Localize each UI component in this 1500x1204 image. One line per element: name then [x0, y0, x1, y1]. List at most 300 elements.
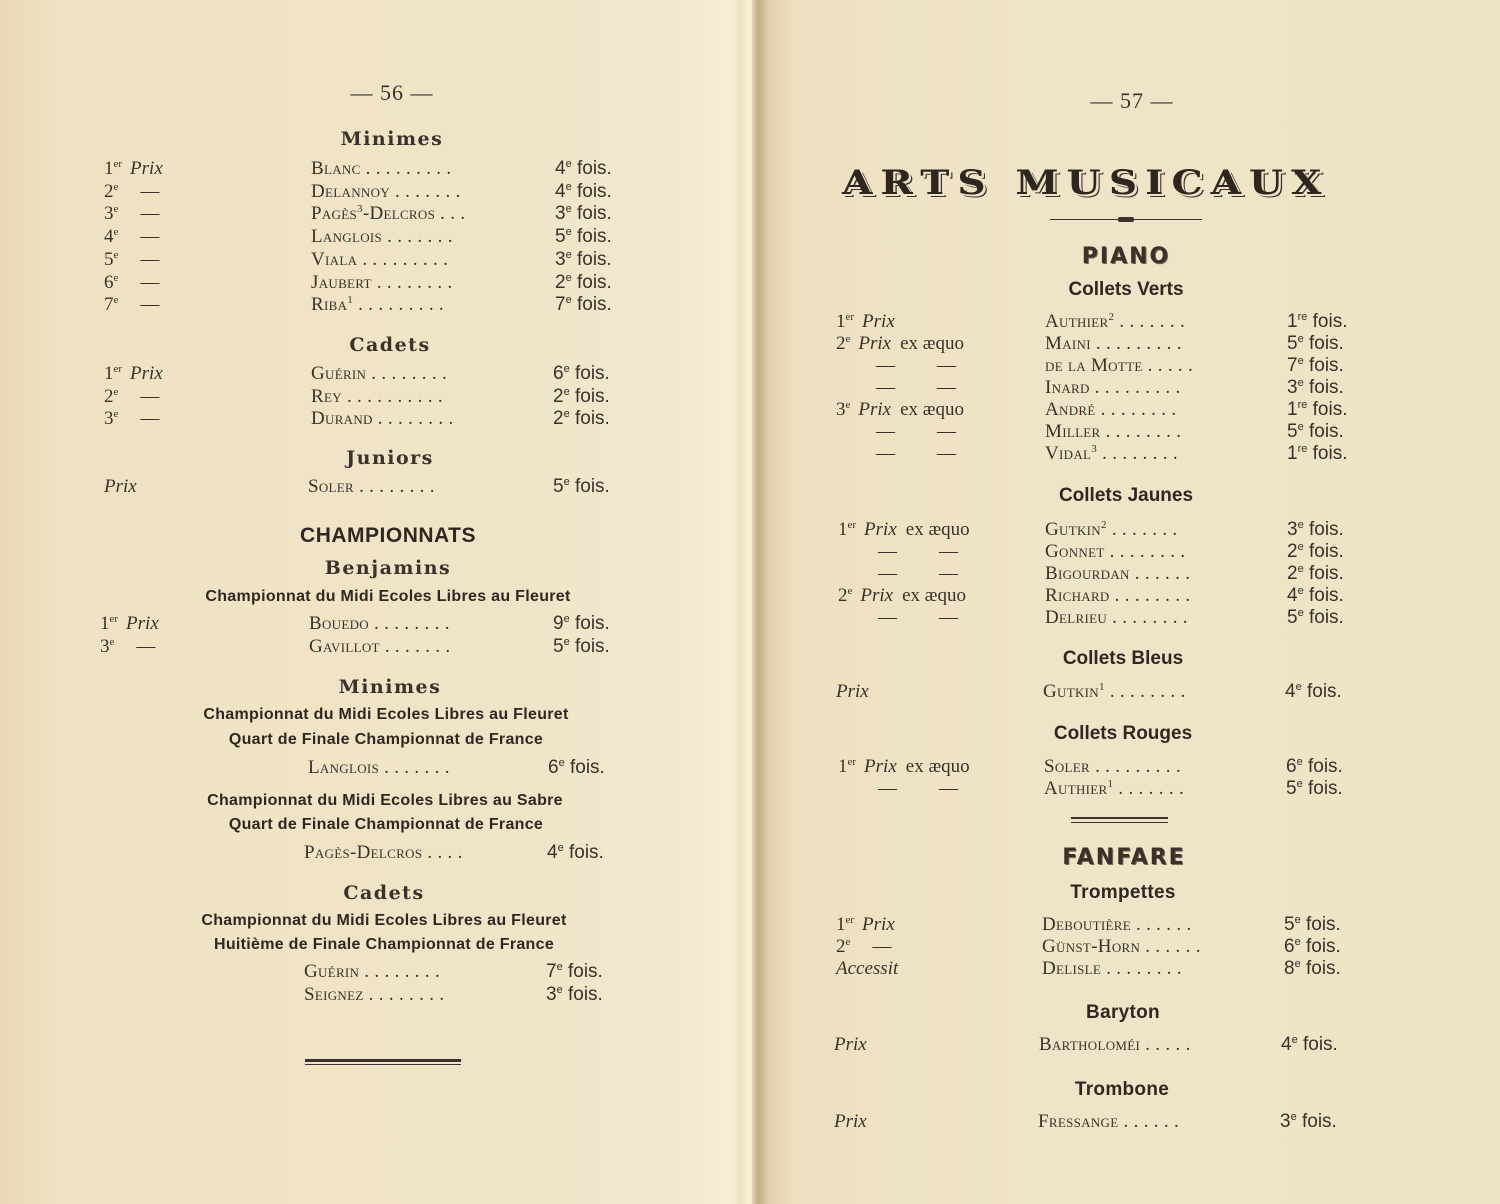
fois-label: fois.	[1302, 778, 1343, 799]
leader-dots: . . . . . . . . .	[1090, 333, 1182, 354]
times-count	[547, 842, 604, 864]
laureate-name	[304, 961, 440, 983]
prize-label: —	[140, 203, 160, 225]
subsection-heading-collets-jaunes: Collets Jaunes	[1058, 485, 1194, 506]
ex-aequo-label: —	[937, 377, 956, 398]
result-row	[838, 519, 1398, 541]
times-count	[555, 272, 612, 294]
name-text: Vidal	[1045, 443, 1092, 464]
rank-ordinal: e	[845, 936, 851, 948]
prize-label: Prix	[836, 681, 869, 702]
leader-dots: . . . . . . . . .	[1090, 756, 1181, 777]
leader-dots: . . . . . . . .	[372, 408, 454, 429]
rank-number: 1	[104, 363, 114, 384]
result-row	[836, 399, 1396, 421]
times-count	[1287, 443, 1347, 465]
count-ordinal: e	[1297, 607, 1304, 619]
result-row	[104, 757, 634, 779]
result-row	[104, 294, 634, 316]
times-count	[553, 408, 610, 430]
prize-label: —	[872, 936, 892, 957]
name-text: Jaubert	[311, 271, 372, 293]
fois-label: fois.	[571, 158, 612, 179]
prize-rank	[104, 363, 163, 385]
fois-label: fois.	[1303, 563, 1344, 584]
times-count	[1286, 778, 1343, 800]
prize-rank	[836, 936, 891, 958]
count-ordinal: e	[1291, 1034, 1298, 1046]
count-ordinal: e	[1294, 958, 1301, 970]
leader-dots: . . . . . . . .	[371, 271, 453, 293]
result-row	[104, 842, 634, 864]
divider-rule	[1071, 817, 1168, 819]
leader-dots: . . . . . .	[1130, 914, 1192, 935]
laureate-name	[311, 226, 453, 248]
laureate-name	[1038, 1111, 1179, 1133]
leader-dots: . . . . . . . .	[1104, 681, 1186, 702]
name-text: Guérin	[311, 363, 367, 384]
leader-dots: . . . . . . . .	[1100, 421, 1182, 442]
name-text: Delannoy	[311, 180, 390, 202]
leader-dots: . . . . . . .	[1114, 311, 1185, 332]
times-count	[553, 613, 610, 635]
prize-rank	[836, 399, 964, 421]
rank-ordinal: er	[113, 363, 123, 375]
count-ordinal: e	[1297, 333, 1304, 345]
name-text: Miller	[1045, 421, 1101, 442]
laureate-name	[1039, 1034, 1191, 1056]
leader-dots: . . . . . . .	[1113, 778, 1184, 799]
rank-number: 7	[104, 294, 114, 316]
times-count	[1287, 563, 1344, 585]
leader-dots: . . . . . . .	[379, 636, 451, 657]
championship-title: Championnat du Midi Ecoles Libres au Fleuret	[201, 912, 567, 929]
prize-label: Prix	[104, 476, 137, 497]
laureate-name	[1045, 421, 1181, 443]
result-row	[104, 249, 634, 271]
laureate-name	[311, 158, 451, 180]
divider-rule	[1071, 822, 1168, 823]
rank-number: 3	[836, 399, 846, 420]
section-heading-piano: PIANO	[1081, 244, 1171, 269]
prize-rank	[104, 226, 159, 248]
page-number: — 57 —	[1090, 88, 1174, 113]
fois-label: fois.	[564, 757, 605, 778]
leader-dots: . . . . . . . .	[1109, 585, 1191, 606]
prize-rank	[836, 421, 956, 443]
leader-dots: . . . . . . . . .	[357, 248, 449, 270]
fois-label: fois.	[571, 294, 612, 316]
count-ordinal: e	[563, 408, 570, 420]
times-count	[546, 984, 603, 1006]
name-text: Rey	[311, 385, 342, 407]
fois-label: fois.	[571, 271, 612, 293]
leader-dots: . . . . . . .	[382, 226, 453, 248]
fois-label: fois.	[1302, 756, 1343, 777]
footnote-marker: 1	[347, 294, 354, 307]
prize-label: —	[876, 443, 895, 464]
rank-number: 2	[104, 180, 114, 202]
count-ordinal: e	[563, 363, 570, 375]
count-ordinal: e	[565, 158, 572, 170]
championship-title: Championnat du Midi Ecoles Libres au Fleuret	[203, 706, 569, 723]
leader-dots: . . . . . . . .	[354, 476, 435, 497]
count-number: 5	[555, 226, 566, 248]
name-text: Authier	[1045, 311, 1109, 332]
count-ordinal: re	[1297, 443, 1308, 455]
count-ordinal: e	[1297, 355, 1304, 367]
times-count	[548, 757, 605, 779]
count-ordinal: e	[563, 613, 570, 625]
prize-label: Prix	[864, 519, 897, 540]
count-ordinal: e	[563, 385, 570, 398]
prize-label: Prix	[130, 363, 163, 384]
count-number: 5	[1287, 607, 1298, 628]
leader-dots: . . . . . .	[1118, 1111, 1180, 1132]
rank-number: 3	[104, 203, 114, 225]
count-ordinal: e	[1297, 541, 1304, 553]
prize-label: —	[878, 541, 897, 562]
name-text: Langlois	[311, 226, 383, 248]
ex-aequo-label: —	[937, 443, 956, 464]
rank-number: 1	[104, 158, 114, 179]
name-text: Soler	[1044, 756, 1091, 777]
times-count	[1287, 355, 1344, 377]
leader-dots: . . . . . . . . .	[353, 294, 444, 316]
count-number: 5	[1286, 778, 1297, 799]
rank-ordinal: e	[847, 585, 853, 597]
footnote-marker: 3	[1091, 443, 1098, 455]
count-ordinal: e	[565, 294, 572, 307]
prize-label: —	[140, 408, 160, 429]
name-text: Delisle	[1042, 958, 1102, 979]
result-row	[104, 158, 634, 180]
count-ordinal: e	[563, 636, 570, 648]
rank-ordinal: er	[845, 311, 855, 323]
name-text: Inard	[1045, 377, 1090, 398]
count-number: 6	[553, 363, 564, 384]
times-count	[1287, 399, 1347, 421]
championship-subtitle: Quart de Finale Championnat de France	[228, 731, 544, 748]
fois-label: fois.	[1303, 541, 1344, 562]
count-number: 2	[555, 271, 566, 293]
name-text: Soler	[308, 476, 355, 497]
name-text: Blanc	[311, 158, 361, 179]
name-text: Gutkin	[1045, 519, 1101, 540]
result-row	[836, 914, 1396, 936]
rank-number: 1	[836, 311, 846, 332]
result-row	[838, 541, 1398, 563]
rank-number: 5	[104, 248, 114, 270]
times-count	[555, 249, 612, 271]
fois-label: fois.	[1303, 607, 1344, 628]
ex-aequo-label: ex æquo	[905, 519, 970, 540]
name-text: Riba	[311, 294, 348, 316]
count-number: 1	[1287, 311, 1298, 332]
subsection-heading-trompettes: Trompettes	[1070, 882, 1176, 903]
section-heading-championnats: CHAMPIONNATS	[300, 524, 476, 547]
leader-dots: . . . . . . .	[389, 180, 461, 202]
laureate-name	[1042, 936, 1201, 958]
prize-rank	[836, 681, 869, 703]
leader-dots: . . . . . .	[1140, 936, 1201, 957]
name-text: Guérin	[304, 961, 360, 982]
laureate-name	[1045, 355, 1193, 377]
count-ordinal: re	[1297, 311, 1308, 323]
laureate-name	[1045, 607, 1188, 629]
prize-rank	[100, 613, 159, 635]
name-text: de la Motte	[1045, 355, 1143, 376]
laureate-name	[311, 363, 447, 385]
leader-dots: . . . . . . . . .	[1089, 377, 1181, 398]
leader-dots: . . . . . . .	[1106, 519, 1178, 540]
laureate-name	[311, 386, 443, 408]
prize-label: Prix	[860, 585, 894, 606]
result-row	[836, 421, 1396, 443]
laureate-name	[304, 984, 444, 1006]
count-ordinal: e	[565, 248, 572, 261]
count-number: 2	[1287, 541, 1298, 562]
count-ordinal: e	[1294, 936, 1301, 948]
laureate-name	[1045, 399, 1176, 421]
fois-label: fois.	[1303, 355, 1344, 376]
rank-ordinal: e	[109, 636, 115, 648]
rank-number: 1	[836, 914, 846, 935]
times-count	[1287, 541, 1344, 563]
prize-rank	[836, 333, 964, 355]
ex-aequo-label: —	[939, 563, 958, 584]
result-row	[836, 936, 1396, 958]
result-row	[836, 311, 1396, 333]
laureate-name	[1045, 443, 1178, 465]
prize-label: —	[140, 294, 160, 316]
result-row	[836, 377, 1396, 399]
name-text: Bouedo	[309, 613, 369, 634]
leader-dots: . . . . . . . . .	[360, 158, 452, 179]
fois-label: fois.	[1307, 443, 1348, 464]
fois-label: fois.	[569, 476, 610, 497]
fois-label: fois.	[1300, 914, 1341, 935]
result-row	[836, 443, 1396, 465]
rank-number: 1	[838, 756, 848, 777]
result-row	[104, 476, 634, 498]
laureate-name	[1045, 585, 1190, 607]
championship-title: Championnat du Midi Ecoles Libres au Sabre	[207, 792, 563, 809]
section-heading-juniors: Juniors	[346, 447, 434, 469]
subsection-heading-collets-bleus: Collets Bleus	[1062, 648, 1184, 669]
rank-ordinal: er	[113, 158, 123, 170]
rank-ordinal: e	[113, 271, 119, 284]
result-row	[104, 226, 634, 248]
subsection-heading-cadets: Cadets	[343, 882, 425, 904]
rank-ordinal: er	[109, 613, 119, 625]
prize-label: Prix	[834, 1111, 867, 1132]
ex-aequo-label: —	[939, 778, 958, 799]
prize-label: —	[140, 385, 160, 407]
laureate-name	[309, 636, 450, 658]
name-text: Seignez	[304, 984, 364, 1005]
count-number: 2	[553, 408, 564, 429]
count-number: 4	[547, 842, 558, 863]
prize-rank	[100, 636, 155, 658]
prize-rank	[838, 519, 970, 541]
rank-ordinal: e	[113, 226, 119, 239]
laureate-name	[311, 249, 448, 271]
count-number: 3	[1280, 1111, 1291, 1132]
subsection-heading-trombone: Trombone	[1074, 1079, 1170, 1100]
fois-label: fois.	[563, 842, 604, 863]
ornament-divider	[1050, 219, 1202, 220]
laureate-name	[309, 613, 450, 635]
page-57	[752, 0, 1500, 1204]
prize-label: Prix	[130, 158, 163, 179]
prize-rank	[104, 408, 159, 430]
count-ordinal: e	[1297, 585, 1304, 597]
prize-label: —	[140, 226, 160, 248]
leader-dots: . . . . . . . .	[359, 961, 441, 982]
result-row	[104, 961, 634, 983]
fois-label: fois.	[1303, 333, 1344, 354]
ex-aequo-label: ex æquo	[902, 585, 966, 606]
name-text: Pagès	[311, 203, 358, 225]
laureate-name	[311, 272, 453, 294]
prize-label: —	[140, 271, 160, 293]
name-text: Authier	[1044, 778, 1108, 799]
count-ordinal: e	[1295, 681, 1302, 693]
result-row	[104, 984, 634, 1006]
rank-number: 2	[836, 936, 846, 957]
fois-label: fois.	[1303, 585, 1344, 606]
fois-label: fois.	[571, 203, 612, 225]
count-number: 4	[555, 158, 566, 179]
result-row	[104, 181, 634, 203]
result-row	[100, 613, 630, 635]
times-count	[1284, 936, 1341, 958]
rank-ordinal: e	[113, 385, 119, 398]
ex-aequo-label: —	[937, 355, 956, 376]
prize-rank	[104, 476, 137, 498]
championship-title: Championnat du Midi Ecoles Libres au Fleuret	[205, 588, 571, 605]
rank-number: 2	[838, 585, 848, 606]
count-ordinal: e	[565, 271, 572, 284]
prize-rank	[836, 311, 895, 333]
count-number: 8	[1284, 958, 1295, 979]
count-ordinal: e	[565, 180, 572, 193]
ex-aequo-label: —	[939, 541, 958, 562]
prize-label: —	[878, 563, 897, 584]
prize-rank	[104, 249, 159, 271]
prize-rank	[104, 203, 159, 225]
count-number: 2	[1287, 563, 1298, 584]
name-text: Delrieu	[1045, 607, 1108, 628]
prize-label: —	[876, 421, 895, 442]
count-number: 5	[1287, 333, 1298, 354]
ex-aequo-label: —	[937, 421, 956, 442]
count-ordinal: re	[1297, 399, 1308, 411]
name-text: Fressange	[1038, 1111, 1119, 1132]
name-text: Gavillot	[309, 636, 380, 657]
leader-dots: . . . . . . . .	[1097, 443, 1178, 464]
count-number: 1	[1287, 443, 1298, 464]
leader-dots: . . . . .	[1140, 1034, 1191, 1055]
prize-rank	[836, 443, 956, 465]
times-count	[1287, 585, 1344, 607]
laureate-name	[1044, 778, 1184, 800]
prize-label: Accessit	[836, 958, 899, 979]
times-count	[553, 363, 610, 385]
footnote-marker: 2	[1100, 519, 1107, 531]
rank-ordinal: e	[845, 333, 851, 345]
prize-label: Prix	[126, 613, 159, 634]
rank-number: 4	[104, 226, 114, 248]
times-count	[1286, 756, 1343, 778]
ex-aequo-label: ex æquo	[900, 399, 964, 420]
fois-label: fois.	[562, 984, 603, 1005]
leader-dots: . . . . . . . .	[1107, 607, 1188, 628]
fois-label: fois.	[569, 613, 610, 634]
count-number: 3	[1287, 377, 1298, 398]
fois-label: fois.	[571, 180, 612, 202]
times-count	[1287, 333, 1344, 355]
laureate-name	[1043, 681, 1186, 703]
prize-label: Prix	[858, 333, 892, 354]
count-number: 4	[1281, 1034, 1292, 1055]
count-ordinal: e	[1294, 914, 1301, 926]
prize-rank	[836, 914, 895, 936]
times-count	[1280, 1111, 1337, 1133]
laureate-name	[311, 294, 444, 316]
leader-dots: . . . . .	[1142, 355, 1194, 376]
count-ordinal: e	[558, 757, 565, 769]
leader-dots: . . . . . . . .	[1104, 541, 1186, 562]
name-text: Durand	[311, 408, 373, 429]
prize-rank	[104, 272, 159, 294]
section-heading-minimes: Minimes	[340, 128, 444, 150]
count-ordinal: e	[1296, 756, 1303, 768]
count-number: 5	[1284, 914, 1295, 935]
leader-dots: . . . . . . . .	[1101, 958, 1182, 979]
laureate-name	[1042, 958, 1182, 980]
times-count	[1285, 681, 1342, 703]
times-count	[555, 181, 612, 203]
count-ordinal: e	[1297, 377, 1304, 389]
subsection-heading-collets-rouges: Collets Rouges	[1053, 723, 1193, 744]
result-row	[104, 386, 634, 408]
leader-dots: . . . . . . . . . .	[341, 385, 443, 407]
prize-rank	[834, 1034, 867, 1056]
laureate-name	[1045, 333, 1182, 355]
result-row	[838, 778, 1398, 800]
rank-number: 3	[100, 636, 110, 657]
result-row	[838, 563, 1398, 585]
section-heading-cadets: Cadets	[349, 334, 431, 356]
leader-dots: . . . . . .	[1129, 563, 1191, 584]
rank-ordinal: e	[113, 408, 119, 420]
footnote-marker: 1	[1098, 681, 1105, 693]
prize-label: —	[878, 778, 897, 799]
times-count	[553, 476, 610, 498]
fois-label: fois.	[1307, 311, 1348, 332]
rank-ordinal: e	[113, 294, 119, 307]
name-text: André	[1045, 399, 1096, 420]
fois-label: fois.	[1297, 1034, 1338, 1055]
result-row	[100, 636, 630, 658]
rank-number: 2	[104, 385, 114, 407]
laureate-name	[304, 842, 463, 864]
times-count	[1284, 958, 1341, 980]
laureate-name	[1045, 377, 1181, 399]
prize-rank	[838, 778, 958, 800]
